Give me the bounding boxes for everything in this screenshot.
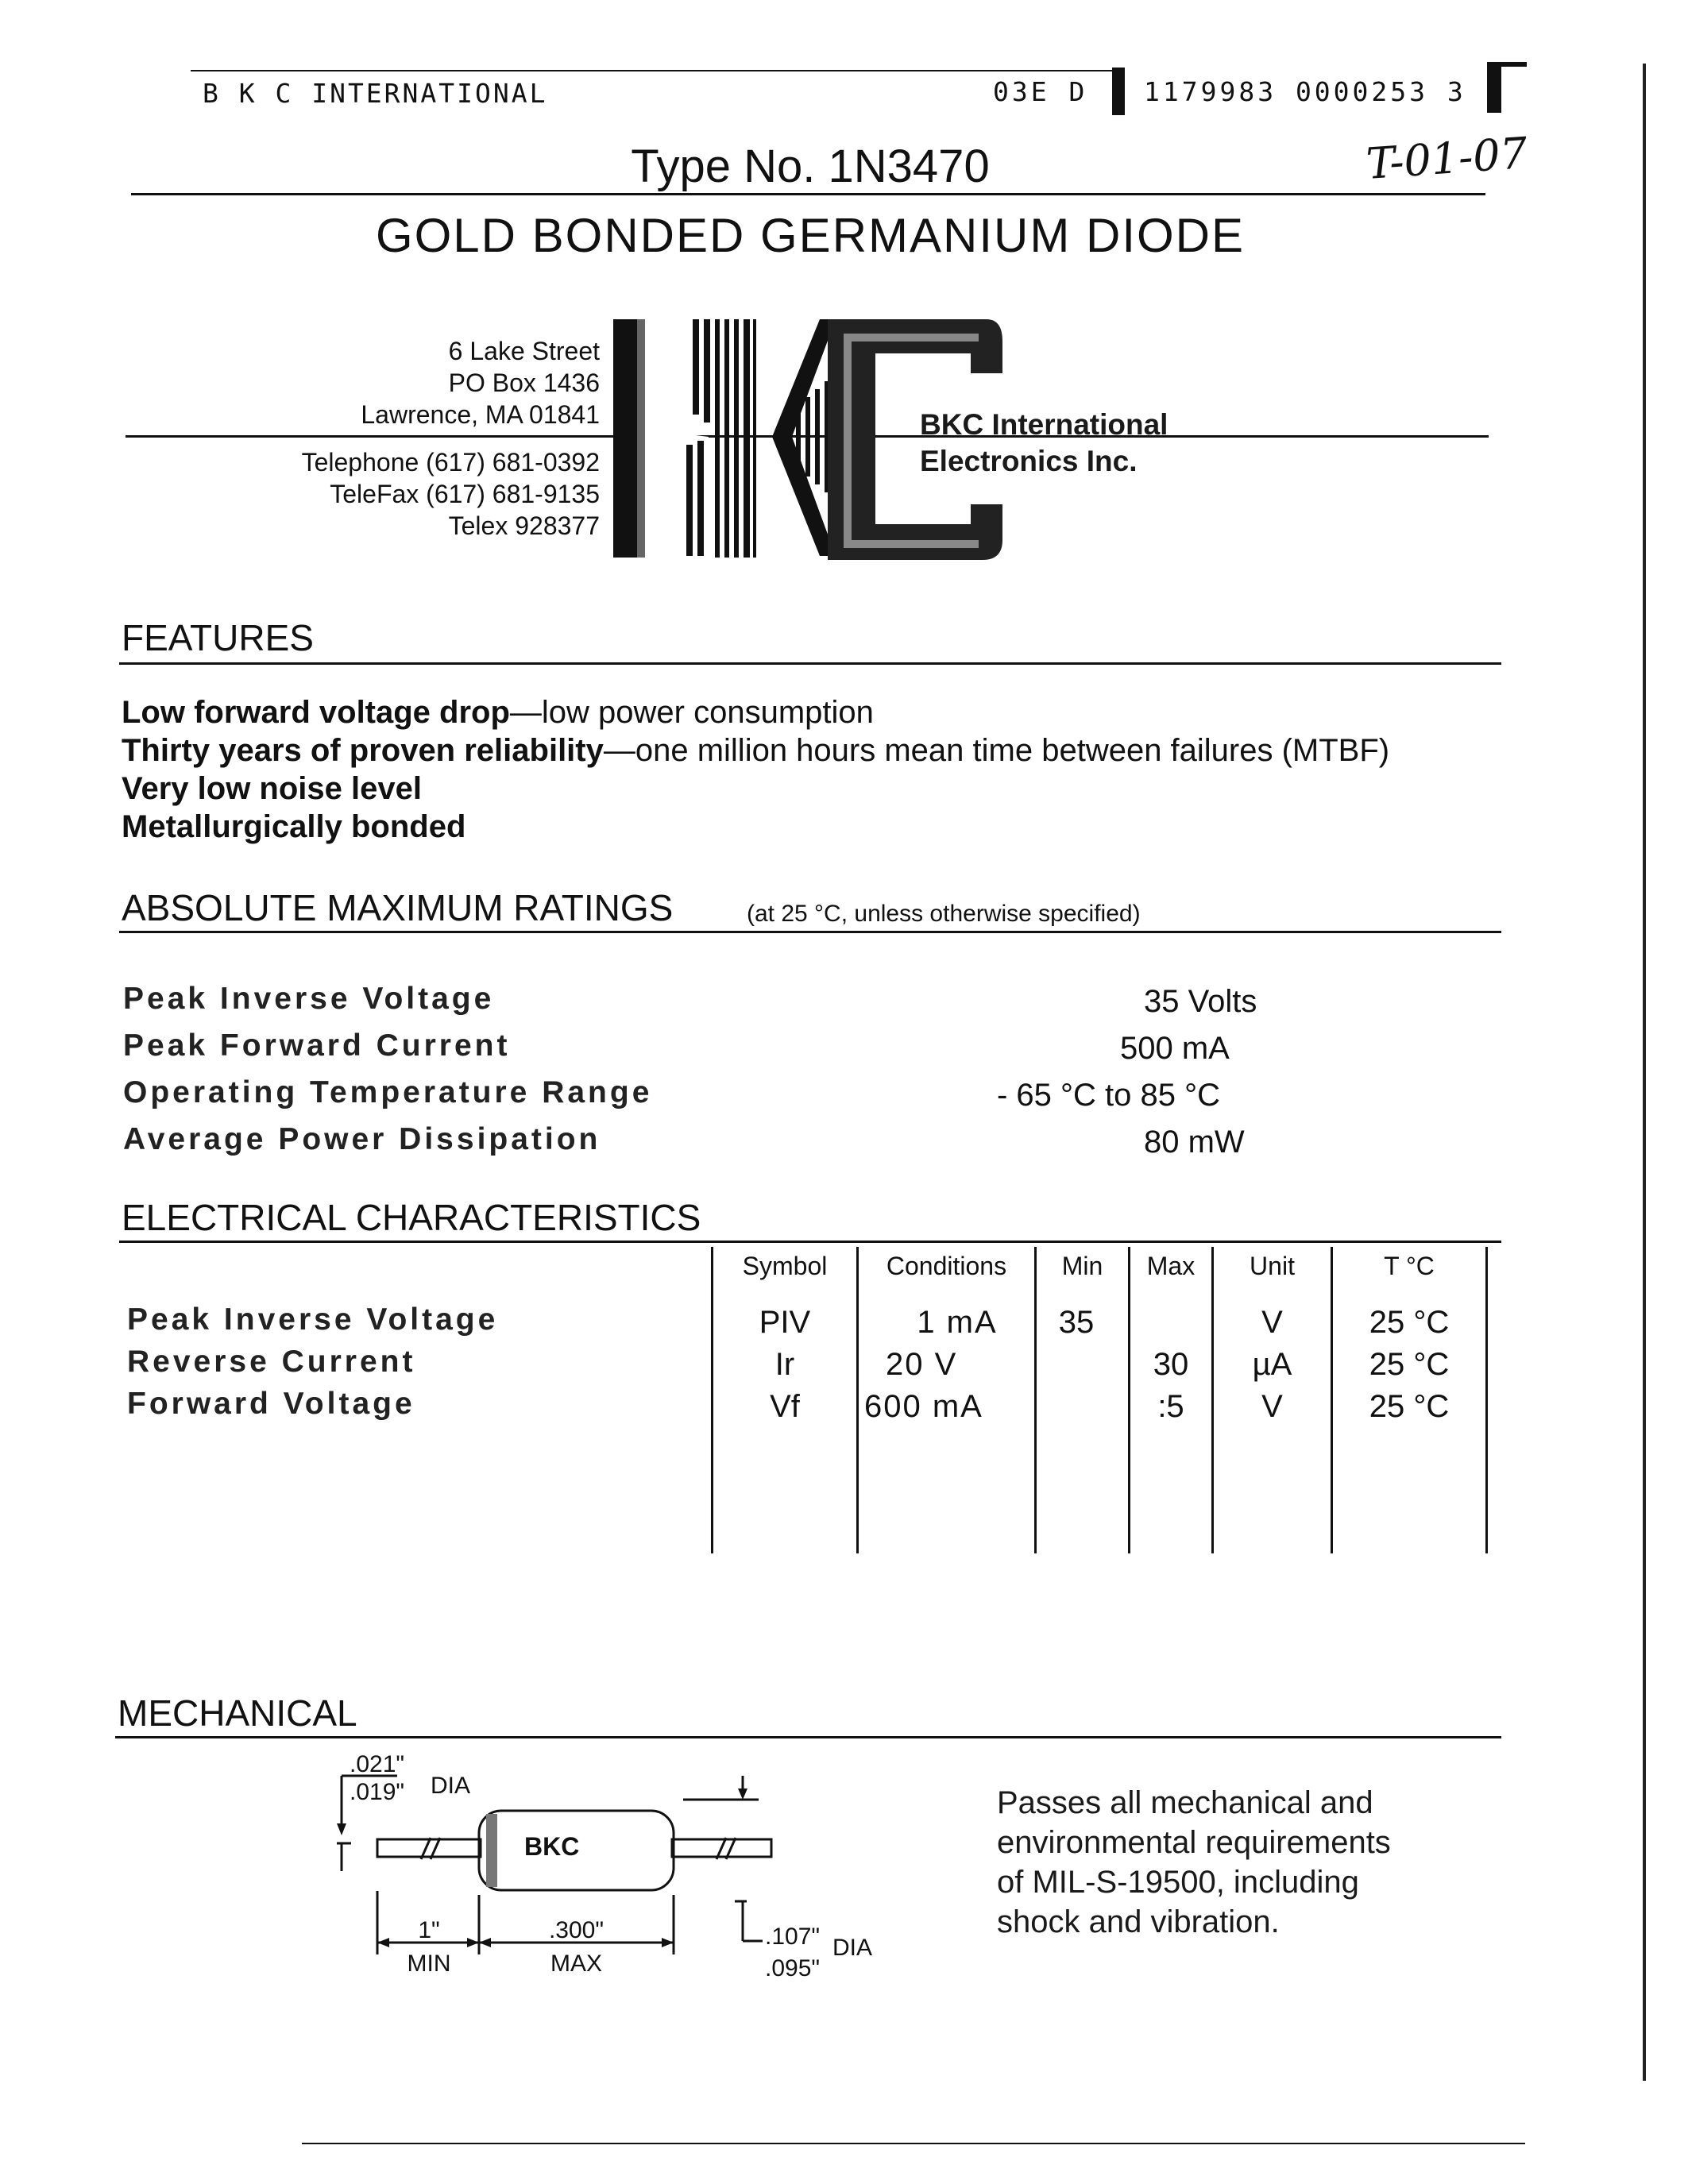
table-cell-conditions: 20 V: [886, 1347, 958, 1382]
scan-corner-mark: [1487, 64, 1501, 113]
feature-item: Very low noise level: [122, 771, 422, 806]
body-dia-max: .107": [765, 1924, 821, 1950]
rating-value: 80 mW: [1144, 1125, 1245, 1160]
ratings-note: (at 25 °C, unless otherwise specified): [747, 901, 1141, 927]
col-header-conditions: Conditions: [886, 1252, 1007, 1280]
company-line-2: Electronics Inc.: [920, 445, 1138, 477]
title-rule: [131, 193, 1485, 195]
body-length-note: MAX: [550, 1951, 602, 1977]
table-cell-symbol: Ir: [774, 1347, 795, 1382]
scan-header-top-rule: [191, 70, 1120, 71]
description-line: Passes all mechanical and: [997, 1785, 1373, 1820]
rating-value: 500 mA: [1120, 1031, 1230, 1066]
table-row-label: Forward Voltage: [127, 1387, 415, 1421]
mechanical-description: [997, 1783, 1391, 1942]
description-line: environmental requirements: [997, 1825, 1391, 1860]
rating-value: - 65 °C to 85 °C: [997, 1078, 1220, 1113]
mechanical-rule: [115, 1736, 1501, 1738]
scan-corner-mark-top: [1487, 62, 1527, 67]
body-dia-label: DIA: [832, 1935, 873, 1961]
table-divider: [1034, 1247, 1037, 1553]
logo-letter-b: [613, 319, 756, 558]
table-cell-max: :5: [1157, 1389, 1184, 1424]
address-block: [199, 335, 600, 430]
page-title: Type No. 1N3470: [631, 141, 990, 192]
handwritten-ref: T-01-07: [1365, 127, 1529, 190]
telex: Telex 928377: [448, 511, 600, 540]
features-rule: [119, 662, 1501, 665]
table-cell-max: 30: [1153, 1347, 1189, 1382]
table-cell-temp: 25 °C: [1369, 1389, 1450, 1424]
rating-label: Operating Temperature Range: [123, 1075, 653, 1109]
table-cell-unit: V: [1261, 1389, 1283, 1424]
table-cell-temp: 25 °C: [1369, 1347, 1450, 1382]
address-street: 6 Lake Street: [448, 337, 600, 365]
lead-length: 1": [418, 1917, 440, 1943]
ratings-heading: ABSOLUTE MAXIMUM RATINGS: [122, 887, 674, 928]
col-header-symbol: Symbol: [742, 1252, 828, 1280]
table-cell-min: 35: [1058, 1305, 1095, 1340]
ratings-rule: [119, 931, 1501, 933]
rating-label: Peak Inverse Voltage: [123, 982, 495, 1016]
col-header-temp: T °C: [1384, 1252, 1435, 1280]
electrical-rule: [119, 1241, 1501, 1243]
mechanical-heading: MECHANICAL: [118, 1692, 357, 1734]
electrical-heading: ELECTRICAL CHARACTERISTICS: [122, 1197, 701, 1238]
table-row-label: Reverse Current: [127, 1345, 416, 1379]
lead-dia-max: .021": [350, 1751, 405, 1777]
table-cell-conditions: 600 mA: [864, 1389, 983, 1424]
address-city: Lawrence, MA 01841: [361, 400, 600, 429]
rating-label: Peak Forward Current: [123, 1028, 511, 1063]
bottom-scan-rule: [302, 2143, 1525, 2144]
body-dia-min: .095": [765, 1955, 821, 1981]
table-cell-unit: V: [1261, 1305, 1283, 1340]
rating-value: 35 Volts: [1144, 984, 1257, 1019]
scan-header-code: 03E D: [993, 76, 1088, 107]
company-name-block: [920, 407, 1168, 480]
scan-mark-bar: [1112, 68, 1125, 115]
table-cell-conditions: 1 mA: [917, 1305, 998, 1340]
telephone: Telephone (617) 681-0392: [301, 448, 600, 477]
table-cell-symbol: PIV: [759, 1305, 811, 1340]
lead-dia-label: DIA: [431, 1773, 471, 1799]
feature-item: Metallurgically bonded: [122, 809, 466, 844]
col-header-unit: Unit: [1250, 1252, 1295, 1280]
rating-label: Average Power Dissipation: [123, 1122, 601, 1156]
description-line: shock and vibration.: [997, 1904, 1280, 1939]
scan-right-edge: [1643, 64, 1646, 2081]
description-line: of MIL-S-19500, including: [997, 1865, 1359, 1900]
table-cell-temp: 25 °C: [1369, 1305, 1450, 1340]
table-cell-unit: µA: [1252, 1347, 1292, 1382]
feature-item: Low forward voltage drop—low power consumption: [122, 695, 874, 730]
company-line-1: BKC International: [920, 408, 1168, 441]
telefax: TeleFax (617) 681-9135: [330, 480, 600, 508]
col-header-min: Min: [1061, 1252, 1103, 1280]
feature-item: Thirty years of proven reliability—one million hours mean time between failures (MTBF): [122, 733, 1390, 768]
contact-block: [199, 446, 600, 542]
table-cell-symbol: Vf: [770, 1389, 800, 1424]
diode-body-label: BKC: [524, 1832, 580, 1861]
table-divider: [856, 1247, 859, 1553]
features-list: [122, 693, 1389, 846]
body-length: .300": [548, 1917, 605, 1943]
page-subtitle: GOLD BONDED GERMANIUM DIODE: [375, 209, 1246, 262]
table-divider: [1485, 1247, 1488, 1553]
lead-length-note: MIN: [407, 1951, 451, 1977]
scan-header-number: 1179983 0000253 3: [1144, 76, 1466, 107]
col-header-max: Max: [1146, 1252, 1196, 1280]
address-po-box: PO Box 1436: [448, 369, 600, 397]
table-row-label: Peak Inverse Voltage: [127, 1302, 499, 1337]
scan-header-company: B K C INTERNATIONAL: [203, 78, 548, 109]
logo-letter-k: [772, 319, 836, 556]
features-heading: FEATURES: [122, 617, 314, 658]
lead-dia-min: .019": [350, 1779, 405, 1805]
